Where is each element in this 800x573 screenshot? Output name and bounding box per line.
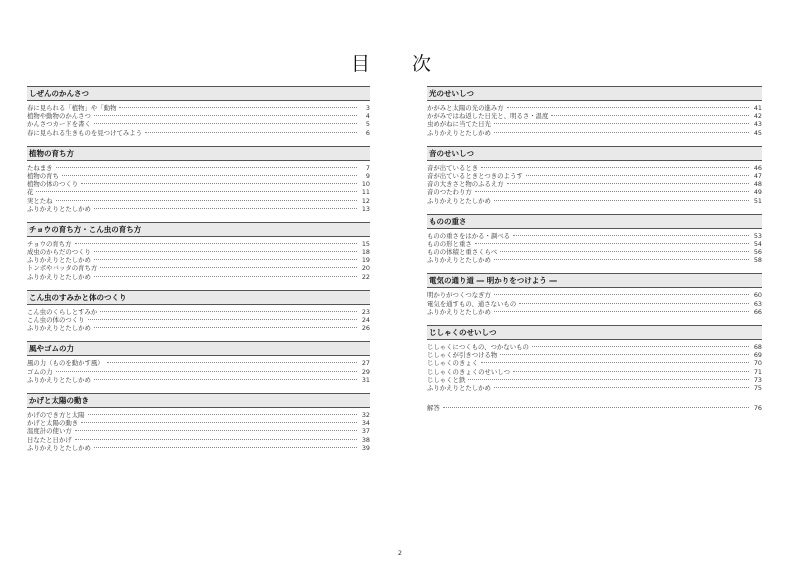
toc-entry-title: 成虫のからだのつくり [27, 248, 91, 257]
toc-entry[interactable] [27, 197, 370, 205]
dot-leader [94, 207, 357, 209]
toc-entry-page: 73 [753, 375, 762, 384]
dot-leader [56, 166, 357, 168]
toc-section [27, 86, 370, 137]
toc-entry[interactable] [427, 232, 762, 240]
toc-entry-page: 58 [753, 256, 762, 265]
dot-leader [94, 250, 357, 252]
toc-right-sections [427, 86, 762, 392]
toc-entry[interactable] [427, 308, 762, 316]
toc-entry-title: ふりかえりとたしかめ [27, 256, 91, 265]
toc-entry[interactable] [427, 180, 762, 188]
toc-entry-page: 20 [361, 264, 370, 273]
dot-leader [526, 174, 749, 176]
dot-leader [481, 361, 749, 363]
toc-entry[interactable] [427, 248, 762, 256]
toc-entry-page: 49 [753, 188, 762, 197]
toc-entry-page: 41 [753, 104, 762, 112]
dot-leader [36, 190, 357, 192]
toc-entry-title: 植物の育ち [27, 171, 59, 180]
toc-entry-page: 69 [753, 351, 762, 360]
toc-entry-title: ふりかえりとたしかめ [427, 128, 491, 137]
dot-leader [75, 438, 357, 440]
page-number: 2 [397, 549, 403, 557]
toc-entry-page: 38 [361, 435, 370, 444]
dot-leader [507, 106, 749, 108]
toc-entry-title: ふりかえりとたしかめ [427, 383, 491, 392]
toc-entry[interactable] [427, 291, 762, 299]
toc-entry-page: 56 [753, 248, 762, 257]
toc-entry-title: 音が出ているときとつきのようす [427, 171, 523, 180]
toc-entry[interactable] [27, 120, 370, 128]
section-heading: ものの重さ [427, 214, 762, 229]
toc-entry-page: 10 [361, 180, 370, 189]
dot-leader [119, 106, 357, 108]
toc-entry-title: トンボやバッタの育ち方 [27, 264, 98, 273]
dot-leader [75, 429, 357, 431]
dot-leader [494, 131, 749, 133]
toc-entry[interactable] [27, 164, 370, 172]
toc-entry-page: 43 [753, 120, 762, 129]
toc-entry-page: 13 [361, 204, 370, 213]
toc-entry-page: 5 [365, 120, 370, 129]
toc-entry-page: 18 [361, 248, 370, 257]
toc-entry-title: こん虫のくらしとすみか [27, 307, 98, 316]
toc-section [427, 325, 762, 392]
toc-entry-page: 6 [365, 128, 370, 137]
toc-entry-title: 温度計の使い方 [27, 427, 72, 436]
section-heading: こん虫のすみかと体のつくり [27, 290, 370, 305]
dot-leader [81, 421, 357, 423]
toc-entry-page: 26 [361, 324, 370, 333]
toc-entry[interactable] [27, 129, 370, 137]
toc-entry-title: かげと太陽の動き [27, 419, 79, 428]
dot-leader [494, 293, 749, 295]
toc-entry-title: 音の大きさと物のふるえ方 [427, 180, 504, 189]
toc-entry-page: 48 [753, 180, 762, 189]
dot-leader [513, 234, 749, 236]
toc-entry[interactable] [427, 188, 762, 196]
toc-entry-title: ふりかえりとたしかめ [27, 272, 91, 281]
toc-section [27, 290, 370, 333]
toc-entry[interactable] [27, 324, 370, 332]
toc-entry[interactable] [27, 104, 370, 112]
dot-leader [513, 370, 749, 372]
toc-entry-page: 23 [361, 307, 370, 316]
toc-entry-title: かんさつカードを書く [27, 120, 91, 129]
toc-entry-page: 39 [361, 443, 370, 452]
section-heading: じしゃくのせいしつ [427, 325, 762, 340]
toc-entry[interactable] [27, 427, 370, 435]
toc-entry-title: 風の力（ものを動かす風） [27, 359, 104, 368]
section-heading: 光のせいしつ [427, 86, 762, 101]
dot-leader [100, 266, 357, 268]
toc-entry[interactable] [427, 376, 762, 384]
toc-entry-title: じしゃくにつくもの、つかないもの [427, 343, 529, 351]
toc-entry-page: 34 [361, 419, 370, 428]
section-heading: チョウの育ち方・こん虫の育ち方 [27, 222, 370, 237]
toc-entry-page: 66 [753, 307, 762, 316]
toc-entry-page: 70 [753, 359, 762, 368]
toc-entry-page: 3 [365, 104, 370, 112]
toc-entry[interactable] [27, 172, 370, 180]
toc-entry-page: 71 [753, 367, 762, 376]
dot-leader [88, 413, 357, 415]
toc-entry[interactable] [27, 180, 370, 188]
toc-section [27, 222, 370, 281]
dot-leader [94, 122, 357, 124]
toc-entry[interactable] [27, 264, 370, 272]
toc-entry[interactable] [427, 172, 762, 180]
toc-entry-page: 76 [753, 404, 762, 413]
toc-entry-page: 54 [753, 239, 762, 248]
toc-section [427, 273, 762, 316]
toc-entry-page: 31 [361, 375, 370, 384]
dot-leader [494, 386, 749, 388]
dot-leader [88, 318, 357, 320]
toc-section [27, 146, 370, 213]
toc-entry-page: 22 [361, 272, 370, 281]
toc-entry-page: 75 [753, 383, 762, 392]
toc-entry-title: 花 [27, 188, 34, 197]
toc-section [27, 341, 370, 384]
toc-entry-title: ふりかえりとたしかめ [27, 375, 91, 384]
toc-entry[interactable] [27, 376, 370, 384]
toc-entry-page: 24 [361, 316, 370, 324]
toc-entry[interactable] [427, 343, 762, 351]
toc-entry-title: たねまき [27, 163, 53, 172]
toc-entry-title: じしゃくと鉄 [427, 375, 466, 384]
toc-entry-title: 解答 [427, 404, 440, 413]
toc-entry-title: 植物や動物のかんさつ [27, 112, 91, 121]
toc-left-column [27, 86, 370, 461]
toc-entry[interactable] [427, 256, 762, 264]
toc-entry-title: ものの体積と重さくらべ [427, 248, 498, 257]
section-heading: 音のせいしつ [427, 146, 762, 161]
toc-entry[interactable] [427, 384, 762, 392]
toc-entry-page: 37 [361, 427, 370, 436]
section-heading: 植物の育ち方 [27, 146, 370, 161]
dot-leader [494, 199, 749, 201]
dot-leader [443, 406, 749, 408]
section-heading: 風やゴムの力 [27, 341, 370, 356]
dot-leader [551, 114, 749, 116]
dot-leader [468, 378, 749, 380]
dot-leader [94, 114, 357, 116]
toc-entry-title: 電気を通すもの、通さないもの [427, 299, 517, 308]
toc-entry-title: かげのでき方と太陽 [27, 410, 85, 419]
dot-leader [494, 122, 749, 124]
dot-leader [81, 182, 357, 184]
toc-entry-page: 29 [361, 367, 370, 376]
dot-leader [100, 310, 357, 312]
toc-entry[interactable] [427, 129, 762, 137]
toc-entry[interactable] [427, 300, 762, 308]
toc-entry-answers[interactable] [427, 404, 762, 412]
toc-entry[interactable] [27, 411, 370, 419]
dot-leader [94, 275, 357, 277]
toc-entry[interactable] [427, 164, 762, 172]
toc-entry-title: 実とたね [27, 196, 53, 205]
dot-leader [475, 190, 749, 192]
toc-entry-page: 45 [753, 128, 762, 137]
toc-entry-title: ふりかえりとたしかめ [427, 256, 491, 265]
toc-entry-page: 4 [365, 112, 370, 121]
toc-entry[interactable] [27, 359, 370, 367]
dot-leader [475, 242, 749, 244]
dot-leader [500, 353, 749, 355]
toc-entry[interactable] [27, 316, 370, 324]
dot-leader [75, 242, 357, 244]
toc-entry-page: 27 [361, 359, 370, 368]
section-heading: 電気の通り道 ― 明かりをつけよう ― [427, 273, 762, 288]
toc-entry-page: 47 [753, 171, 762, 180]
toc-entry[interactable] [27, 308, 370, 316]
toc-entry-page: 12 [361, 196, 370, 205]
toc-entry[interactable] [27, 240, 370, 248]
toc-entry-title: ふりかえりとたしかめ [427, 196, 491, 205]
toc-entry-page: 46 [753, 163, 762, 172]
toc-entry[interactable] [27, 368, 370, 376]
dot-leader [94, 258, 357, 260]
dot-leader [507, 182, 749, 184]
toc-entry-page: 68 [753, 343, 762, 351]
dot-leader [94, 446, 357, 448]
toc-entry-page: 42 [753, 112, 762, 121]
toc-entry-page: 19 [361, 256, 370, 265]
toc-entry-title: 春に見られる「植物」や「動物 [27, 104, 117, 112]
toc-entry-page: 60 [753, 291, 762, 300]
toc-entry-page: 63 [753, 299, 762, 308]
toc-entry[interactable] [427, 120, 762, 128]
dot-leader [494, 310, 749, 312]
toc-entry[interactable] [427, 368, 762, 376]
toc-entry-title: 明かりがつくつなぎ方 [427, 291, 491, 300]
dot-leader [107, 361, 357, 363]
toc-entry-title: チョウの育ち方 [27, 239, 72, 248]
toc-entry-title: ものの形と重さ [427, 239, 472, 248]
toc-entry-title: かがみと太陽の光の進み方 [427, 104, 504, 112]
toc-entry-title: じしゃくのきょく [427, 359, 479, 368]
page-title: 目 次 [350, 52, 450, 75]
toc-entry-title: こん虫の体のつくり [27, 316, 85, 324]
section-heading: かげと太陽の動き [27, 393, 370, 408]
toc-entry-title: 音が出ているとき [427, 163, 479, 172]
toc-entry[interactable] [427, 197, 762, 205]
toc-entry-page: 15 [361, 239, 370, 248]
toc-entry[interactable] [427, 351, 762, 359]
dot-leader [519, 302, 749, 304]
toc-entry[interactable] [27, 205, 370, 213]
toc-entry-title: 虫めがねに当てた日光 [427, 120, 491, 129]
toc-entry-title: ふりかえりとたしかめ [27, 324, 91, 333]
toc-entry[interactable] [27, 436, 370, 444]
toc-entry-title: じしゃくが引きつける物 [427, 351, 498, 360]
toc-entry-page: 9 [365, 171, 370, 180]
dot-leader [94, 326, 357, 328]
toc-entry[interactable] [427, 359, 762, 367]
toc-section [427, 146, 762, 205]
toc-entry-title: 音のつたわり方 [427, 188, 472, 197]
toc-entry[interactable] [427, 240, 762, 248]
toc-right-column [427, 86, 762, 412]
toc-entry-title: 春に見られる生きものを見つけてみよう [27, 128, 143, 137]
toc-entry[interactable] [27, 273, 370, 281]
toc-entry-title: かがみではね返した日光と、明るさ・温度 [427, 112, 549, 121]
toc-entry-title: じしゃくのきょくのせいしつ [427, 367, 511, 376]
dot-leader [62, 174, 357, 176]
toc-entry-page: 53 [753, 231, 762, 240]
toc-entry-title: ゴムの力 [27, 367, 53, 376]
toc-entry[interactable] [27, 188, 370, 196]
toc-entry[interactable] [427, 104, 762, 112]
section-heading: しぜんのかんさつ [27, 86, 370, 101]
toc-section [27, 393, 370, 452]
dot-leader [94, 378, 357, 380]
dot-leader [56, 199, 357, 201]
dot-leader [500, 250, 749, 252]
toc-entry-title: ふりかえりとたしかめ [27, 443, 91, 452]
toc-entry-page: 51 [753, 196, 762, 205]
toc-entry[interactable] [27, 248, 370, 256]
toc-entry-title: 植物の体のつくり [27, 180, 79, 189]
toc-entry-page: 11 [361, 188, 370, 197]
toc-entry-page: 7 [365, 163, 370, 172]
toc-entry-title: ふりかえりとたしかめ [427, 307, 491, 316]
dot-leader [494, 258, 749, 260]
toc-entry-title: ふりかえりとたしかめ [27, 204, 91, 213]
toc-entry-page: 32 [361, 410, 370, 419]
toc-entry-title: 日なたと日かげ [27, 435, 72, 444]
dot-leader [56, 370, 357, 372]
toc-entry-title: ものの重さをはかる・調べる [427, 231, 511, 240]
toc-entry[interactable] [27, 444, 370, 452]
dot-leader [481, 166, 749, 168]
toc-section [427, 86, 762, 137]
dot-leader [532, 345, 749, 347]
dot-leader [145, 131, 357, 133]
toc-section [427, 214, 762, 265]
toc-entry[interactable] [27, 419, 370, 427]
